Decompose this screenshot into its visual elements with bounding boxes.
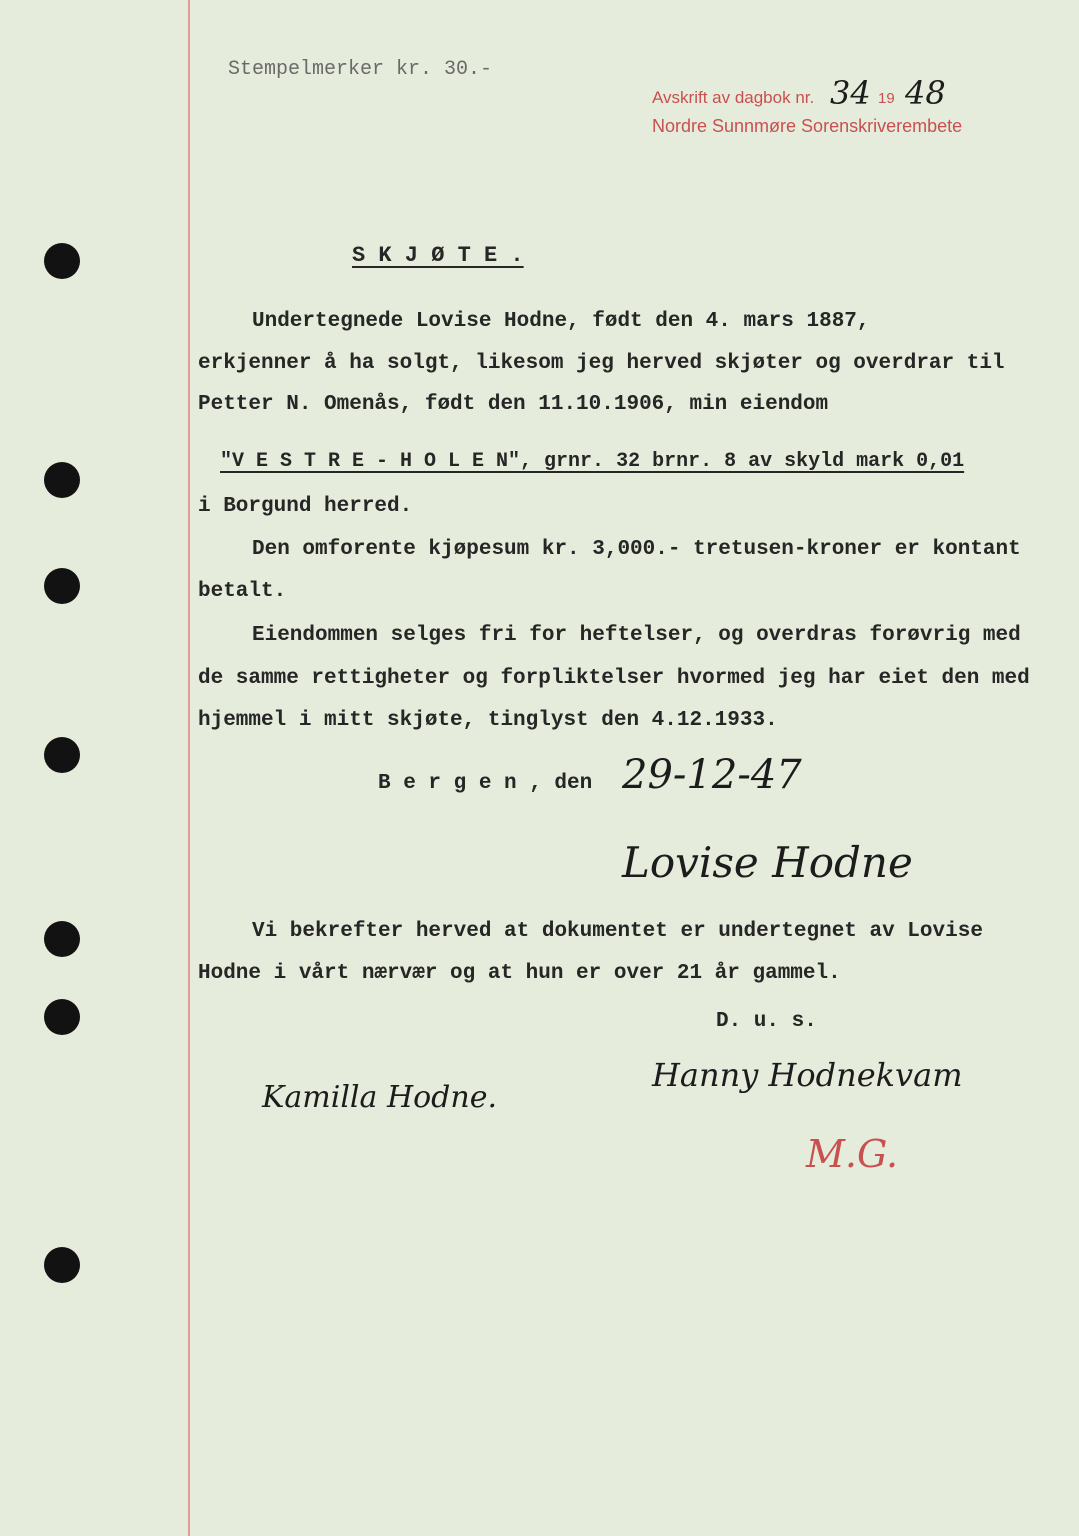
seller-signature: Lovise Hodne — [622, 838, 913, 887]
witness-signature-1: Kamilla Hodne. — [262, 1080, 497, 1115]
year-suffix: 48 — [905, 74, 946, 112]
punch-hole — [44, 921, 80, 957]
deed-line: i Borgund herred. — [198, 495, 413, 518]
deed-line: erkjenner å ha solgt, likesom jeg herved skjøter og overdrar til — [198, 352, 1005, 375]
deed-line: betalt. — [198, 580, 287, 603]
year-prefix: 19 — [878, 90, 895, 107]
margin-line — [188, 0, 190, 1536]
witness-line: Hodne i vårt nærvær og at hun er over 21 år gammel. — [198, 962, 841, 985]
red-initials: M.G. — [806, 1132, 899, 1176]
deed-title: S K J Ø T E . — [352, 243, 524, 268]
deed-line: hjemmel i mitt skjøte, tinglyst den 4.12.1933. — [198, 709, 778, 732]
stamp-duty-text: Stempelmerker kr. 30.- — [228, 58, 493, 81]
punch-hole — [44, 243, 80, 279]
punch-hole — [44, 999, 80, 1035]
property-line: "V E S T R E - H O L E N", grnr. 32 brnr. 8 av skyld mark 0,01 — [220, 450, 965, 473]
place-text: B e r g e n , den — [378, 772, 593, 795]
punch-hole — [44, 737, 80, 773]
deed-line: Den omforente kjøpesum kr. 3,000.- tretusen-kroner er kontant — [252, 538, 1021, 561]
handwritten-date: 29-12-47 — [622, 752, 802, 798]
deed-line: de samme rettigheter og forpliktelser hvormed jeg har eiet den med — [198, 667, 1030, 690]
copy-stamp-label: Avskrift av dagbok nr. — [652, 88, 815, 107]
journal-number: 34 — [830, 74, 871, 112]
office-stamp: Nordre Sunnmøre Sorenskriverembete — [652, 116, 963, 136]
witness-signature-2: Hanny Hodnekvam — [652, 1056, 963, 1094]
deed-line: Petter N. Omenås, født den 11.10.1906, min eiendom — [198, 393, 829, 416]
witness-line: Vi bekrefter herved at dokumentet er undertegnet av Lovise — [252, 920, 983, 943]
punch-hole — [44, 1247, 80, 1283]
punch-hole — [44, 568, 80, 604]
deed-line: Eiendommen selges fri for heftelser, og overdras forøvrig med — [252, 624, 1021, 647]
punch-hole — [44, 462, 80, 498]
closing-text: D. u. s. — [716, 1010, 817, 1033]
deed-line: Undertegnede Lovise Hodne, født den 4. mars 1887, — [252, 310, 870, 333]
